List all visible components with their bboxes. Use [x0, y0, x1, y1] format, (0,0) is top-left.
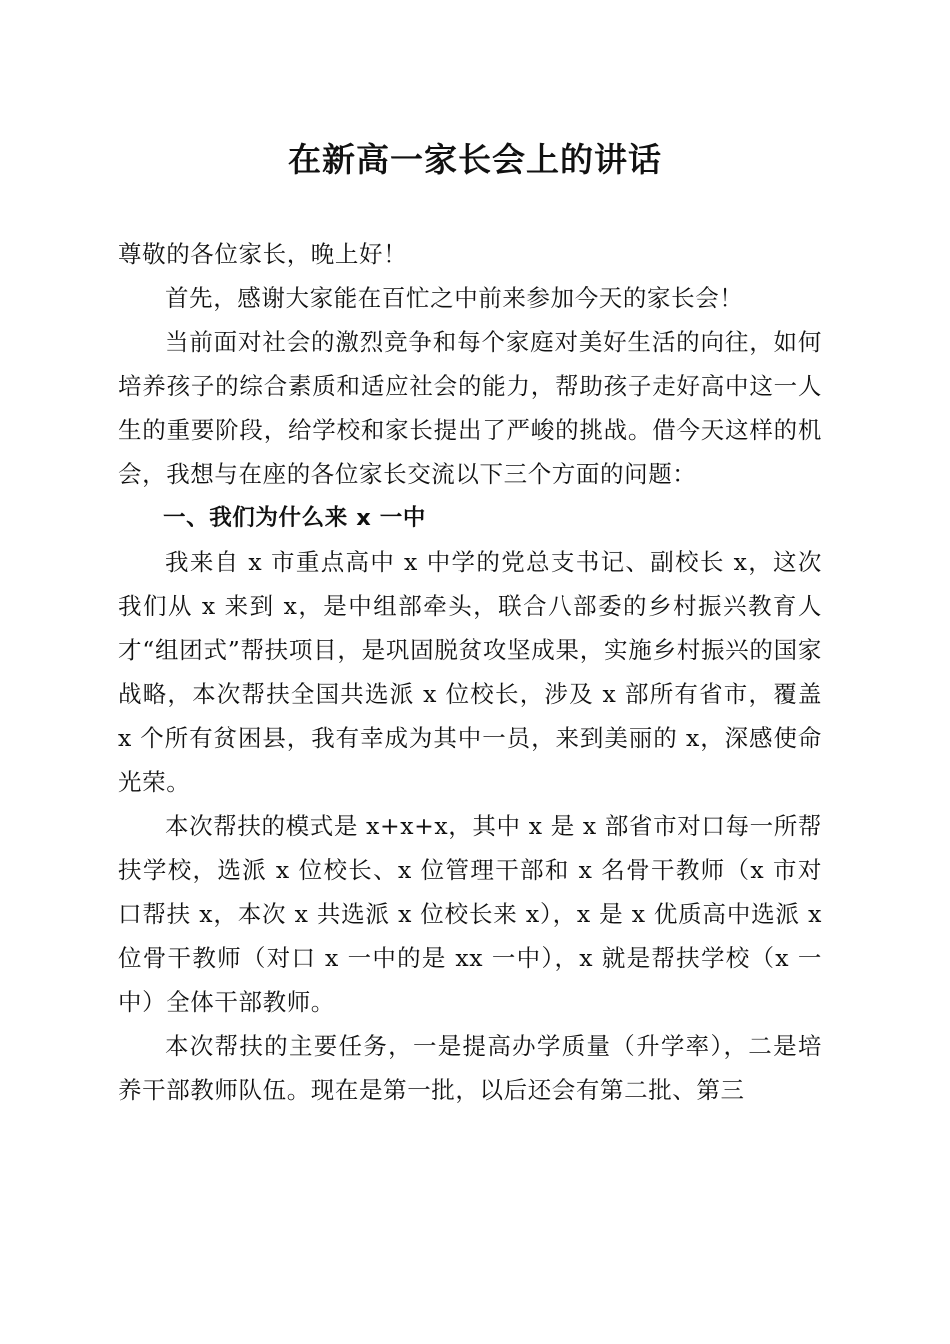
- document-title: 在新高一家长会上的讲话: [288, 140, 662, 179]
- paragraph: 当前面对社会的激烈竞争和每个家庭对美好生活的向往，如何培养孩子的综合素质和适应社会的能力，帮助孩子走好高中这一人生的重要阶段，给学校和家长提出了严峻的挑战。借今天这样的机会，我想与在座的各位家长交流以下三个方面的问题：: [118, 328, 822, 488]
- paragraph: 我来自 x 市重点高中 x 中学的党总支书记、副校长 x，这次我们从 x 来到 x，是中组部牵头，联合八部委的乡村振兴教育人才“组团式”帮扶项目，是巩固脱贫攻坚成果，实施乡村振兴的国家战略，本次帮扶全国共选派 x 位校长，涉及 x 部所有省市，覆盖 x 个所有贫困县，我有幸成为其中一员，来到美丽的 x，深感使命光荣。: [118, 548, 822, 796]
- section-heading: 一、我们为什么来 x 一中: [163, 505, 426, 531]
- paragraph: 首先，感谢大家能在百忙之中前来参加今天的家长会！: [165, 284, 744, 312]
- document-body: [118, 232, 822, 1112]
- paragraph: 本次帮扶的模式是 x+x+x，其中 x 是 x 部省市对口每一所帮扶学校，选派 x 位校长、x 位管理干部和 x 名骨干教师（x 市对口帮扶 x，本次 x 共选派 x 位校长来 x），x 是 x 优质高中选派 x 位骨干教师（对口 x 一中的是 xx 一中），x 就是帮扶学校（x 一中）全体干部教师。: [118, 812, 822, 1016]
- paragraph: 本次帮扶的主要任务，一是提高办学质量（升学率），二是培养干部教师队伍。现在是第一批，以后还会有第二批、第三: [118, 1032, 822, 1104]
- salutation: 尊敬的各位家长，晚上好！: [118, 240, 408, 268]
